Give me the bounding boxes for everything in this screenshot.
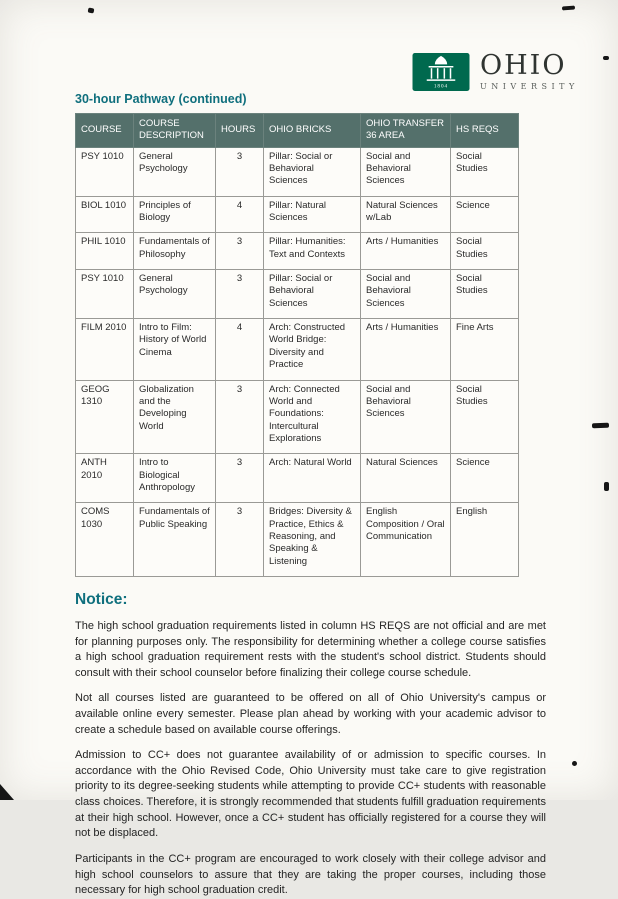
notice-heading: Notice: [75, 590, 128, 608]
cell-bricks: Pillar: Social or Behavioral Sciences [264, 147, 361, 196]
cell-transfer: Natural Sciences w/Lab [361, 196, 451, 233]
cell-hours: 3 [216, 270, 264, 319]
cell-description: Intro to Biological Anthropology [134, 454, 216, 503]
cell-hsreqs: Social Studies [451, 380, 519, 454]
scan-artifact [88, 7, 95, 13]
cell-course: FILM 2010 [76, 319, 134, 380]
table-row [76, 319, 519, 380]
cell-course: ANTH 2010 [76, 454, 134, 503]
column-header-description: COURSE DESCRIPTION [134, 114, 216, 148]
cell-transfer: Social and Behavioral Sciences [361, 380, 451, 454]
table-row [76, 270, 519, 319]
scan-artifact [562, 6, 575, 11]
cell-hsreqs: Science [451, 196, 519, 233]
cell-transfer: English Composition / Oral Communication [361, 503, 451, 577]
column-header-hsreqs: HS REQS [451, 114, 519, 148]
cell-hsreqs: Social Studies [451, 147, 519, 196]
cell-description: General Psychology [134, 147, 216, 196]
pathway-course-table [75, 113, 519, 577]
cell-bricks: Pillar: Humanities: Text and Contexts [264, 233, 361, 270]
cell-transfer: Arts / Humanities [361, 233, 451, 270]
column-header-hours: HOURS [216, 114, 264, 148]
cell-hsreqs: Social Studies [451, 233, 519, 270]
cell-hsreqs: Social Studies [451, 270, 519, 319]
cell-course: PSY 1010 [76, 147, 134, 196]
cell-description: Intro to Film: History of World Cinema [134, 319, 216, 380]
notice-paragraph: Admission to CC+ does not guarantee availability of or admission to specific courses. In accordance with the Ohio Revised Code, Ohio University must take care to give registration priority to its degree-seeking students while attempting to provide CC+ students with reasonable class choices. Therefore, it is strongly recommended that students fulfill graduation requirements at their high school. However, once a CC+ student has officially registered for a course they will not be displaced. [75, 749, 546, 840]
scan-artifact [592, 423, 609, 429]
table-row [76, 454, 519, 503]
cell-bricks: Pillar: Social or Behavioral Sciences [264, 270, 361, 319]
cell-description: Globalization and the Developing World [134, 380, 216, 454]
cell-hours: 3 [216, 147, 264, 196]
notice-paragraph: The high school graduation requirements listed in column HS REQS are not official and are met for planning purposes only. The responsibility for determining whether a college course satisfies a high school graduation requirement rests with the student's school district. Students should consult with their school counselor before finalizing their college course schedule. [75, 619, 546, 679]
cell-bricks: Bridges: Diversity & Practice, Ethics & Reasoning, and Speaking & Listening [264, 503, 361, 577]
document-content [75, 92, 546, 899]
cell-course: PHIL 1010 [76, 233, 134, 270]
cell-hsreqs: English [451, 503, 519, 577]
table-header-row [76, 114, 519, 148]
cell-course: BIOL 1010 [76, 196, 134, 233]
scan-artifact [0, 784, 14, 800]
cell-transfer: Natural Sciences [361, 454, 451, 503]
cell-transfer: Social and Behavioral Sciences [361, 147, 451, 196]
cell-description: Fundamentals of Public Speaking [134, 503, 216, 577]
column-header-transfer: OHIO TRANSFER 36 AREA [361, 114, 451, 148]
column-header-course: COURSE [76, 114, 134, 148]
cell-transfer: Arts / Humanities [361, 319, 451, 380]
cell-hours: 4 [216, 196, 264, 233]
page-title: 30-hour Pathway (continued) [75, 92, 247, 106]
logo-word-ohio: OHIO [480, 50, 567, 81]
cell-transfer: Social and Behavioral Sciences [361, 270, 451, 319]
cell-hours: 3 [216, 454, 264, 503]
scan-artifact [604, 482, 609, 491]
cell-course: GEOG 1310 [76, 380, 134, 454]
notice-paragraph: Not all courses listed are guaranteed to be offered on all of Ohio University's campus or available online every semester. Please plan ahead by working with your academic advisor to create a schedule based on available course offerings. [75, 692, 546, 736]
cell-bricks: Arch: Connected World and Foundations: Intercultural Explorations [264, 380, 361, 454]
notice-paragraph: Participants in the CC+ program are encouraged to work closely with their college advisor and high school counselors to assure that they are taking the proper courses, including those necessary for high school graduation credit. [75, 852, 546, 897]
cell-course: COMS 1030 [76, 503, 134, 577]
cell-hours: 3 [216, 503, 264, 577]
cell-description: Principles of Biology [134, 196, 216, 233]
table-row [76, 233, 519, 270]
scan-artifact [572, 761, 577, 766]
cell-course: PSY 1010 [76, 270, 134, 319]
cell-hours: 3 [216, 233, 264, 270]
column-header-bricks: OHIO BRICKS [264, 114, 361, 148]
cell-hours: 4 [216, 319, 264, 380]
cell-bricks: Arch: Natural World [264, 454, 361, 503]
cell-bricks: Arch: Constructed World Bridge: Diversity and Practice [264, 319, 361, 380]
cell-hsreqs: Fine Arts [451, 319, 519, 380]
logo-year: 1804 [433, 83, 449, 90]
scan-artifact [603, 56, 609, 60]
logo-wordmark [480, 52, 579, 91]
table-row [76, 147, 519, 196]
table-row [76, 503, 519, 577]
cell-hsreqs: Science [451, 454, 519, 503]
cell-hours: 3 [216, 380, 264, 454]
cell-description: Fundamentals of Philosophy [134, 233, 216, 270]
cell-description: General Psychology [134, 270, 216, 319]
cupola-icon [412, 53, 470, 91]
table-row [76, 380, 519, 454]
ohio-university-logo [412, 52, 579, 91]
cell-bricks: Pillar: Natural Sciences [264, 196, 361, 233]
logo-word-university: UNIVERSITY [480, 82, 579, 91]
table-row [76, 196, 519, 233]
